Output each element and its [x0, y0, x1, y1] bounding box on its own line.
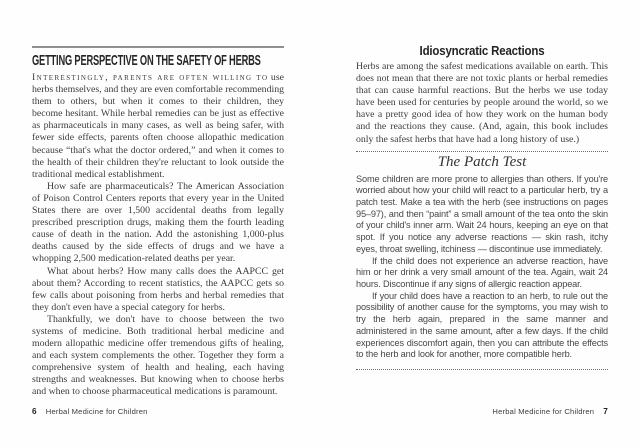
idiosyncratic-reactions-heading: Idiosyncratic Reactions	[419, 44, 545, 58]
left-paragraph: Thankfully, we don't have to choose between the two systems of medicine. Both traditional herbal medicine and modern allopathic medicine offer tremendous gifts of healing, and each system complements the other. Together they form a comprehensive system of health and healing, each having strengths and weaknesses. But knowing when to choose herbs and when to choose pharmaceutical medications is paramount.	[32, 313, 284, 398]
right-page-number: 7	[603, 407, 608, 416]
section-title: GETTING PERSPECTIVE ON THE SAFETY OF HERBS	[32, 52, 261, 69]
left-paragraph: How safe are pharmaceuticals? The American Association of Poison Control Centers reports that every year in the United States there are over 1,500 accidental deaths from legally prescribed prescription drugs, making them the fourth leading cause of death in the nation. Add the astonishing 1,000-plus deaths caused by the side effects of drugs and we have a whopping 2,500 medication-related deaths per year.	[32, 180, 284, 265]
left-page	[32, 40, 284, 399]
dotted-separator	[356, 151, 608, 152]
left-footer-title: Herbal Medicine for Children	[45, 407, 148, 416]
patch-test-paragraph: If your child does have a reaction to an herb, to rule out the possibility of another cause for the symptoms, you may wish to try the herb again, prepared in the same manner and administered in the same amount, after a few days. If the child experiences discomfort again, then you can attribute the effects to the herb and look for another, more compatible herb.	[356, 290, 608, 360]
right-footer-title: Herbal Medicine for Children	[492, 407, 595, 416]
left-paragraph-opening	[32, 72, 284, 181]
right-paragraph: Herbs are among the safest medications available on earth. This does not mean that there are not toxic plants or herbal remedies that can cause harmful reactions. But the herbs we use today have been used for centuries by people around the world, so we have a pretty good idea of how they work on the human body and the reactions they cause. (And, again, this book includes only the safest herbs that have had a long history of use.)	[356, 61, 608, 145]
dotted-separator	[356, 369, 608, 370]
patch-test-heading: The Patch Test	[437, 153, 527, 170]
patch-test-paragraph: If the child does not experience an adverse reaction, have him or her drink a very small amount of the tea. Again, wait 24 hours. Discontinue if any signs of allergic reaction appear.	[356, 255, 608, 289]
patch-test-paragraph: Some children are more prone to allergies than others. If you're worried about how your child will react to a particular herb, try a patch test. Make a tea with the herb (see instructions on pages 95–97), and then “paint” a small amount of the tea onto the skin of your child's inner arm. Wait 24 hours, keeping an eye on that spot. If you notice any adverse reactions — skin rash, itchy eyes, throat swelling, itchiness — discontinue use immediately.	[356, 173, 608, 254]
lead-in-rest: use herbs themselves, and they are even comfortable recommending them to others, but when it comes to their children, they become hesitant. While herbal remedies can be just as effective as pharmaceuticals in many cases, as well as being safer, with fewer side effects, parents often choose allopathic medication because “that's what the doctor ordered,” and when it comes to the health of their children they're reluctant to look outside the traditional medical establishment.	[32, 72, 284, 180]
left-page-footer	[32, 407, 148, 416]
section-title-rule	[32, 46, 284, 48]
smallcaps-lead-in: Interestingly, parents are often willing to	[32, 72, 269, 83]
left-paragraph: What about herbs? How many calls does the AAPCC get about them? According to recent statistics, the AAPCC gets so few calls about poisoning from herbs and herbal remedies that they don't even have a special category for herbs.	[32, 265, 284, 313]
left-page-number: 6	[32, 407, 37, 416]
right-page	[356, 40, 608, 370]
right-page-footer	[492, 407, 608, 416]
